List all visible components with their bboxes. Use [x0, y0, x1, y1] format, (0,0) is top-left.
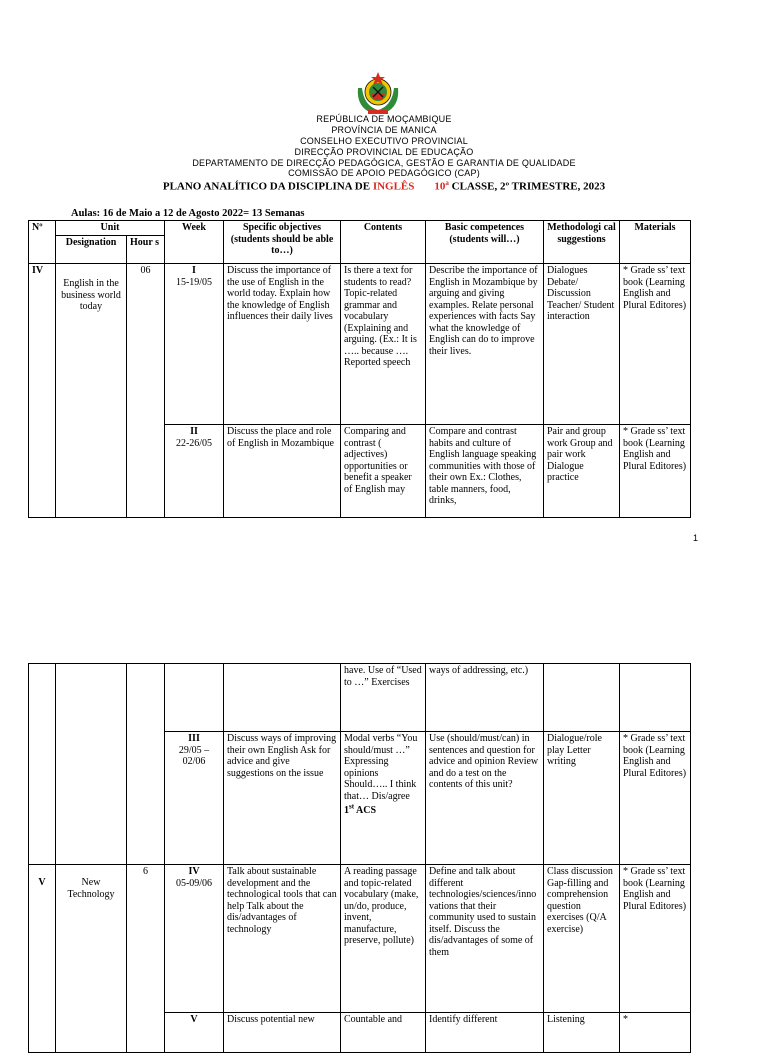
title-prefix: PLANO ANALÍTICO DA DISCIPLINA DE — [162, 180, 373, 193]
objectives-cell: Discuss ways of improving their own English Ask for advice and give suggestions on the issue — [224, 732, 341, 865]
table-row — [29, 865, 691, 1013]
header-line-department: DEPARTAMENTO DE DIRECÇÃO PEDAGÓGICA, GESTÃO E GARANTIA DE QUALIDADE — [192, 158, 576, 168]
empty-cell — [127, 664, 165, 865]
col-header-methodological: Methodologi cal suggestions — [544, 221, 620, 264]
objectives-cell: Talk about sustainable development and the technological tools that can help Talk about the dis/advantages of technology — [224, 865, 341, 1013]
week-cell — [165, 1013, 224, 1053]
week-dates: 29/05 – 02/06 — [178, 744, 210, 767]
objectives-cell: Discuss potential new — [224, 1013, 341, 1053]
unit-hours: 06 — [127, 264, 165, 518]
acs-label — [344, 805, 376, 816]
contents-cell — [341, 732, 426, 865]
empty-cell — [224, 664, 341, 732]
week-cell — [165, 865, 224, 1013]
materials-cell: * Grade ss’ text book (Learning English and Plural Editores) — [620, 264, 691, 425]
methodology-cell: Dialogues Debate/ Discussion Teacher/ Student interaction — [544, 264, 620, 425]
unit-hours: 6 — [127, 865, 165, 1053]
week-number: II — [190, 426, 198, 437]
contents-cell: A reading passage and topic-related vocabulary (make, un/do, produce, invent, manufacture, preserve, pollute) — [341, 865, 426, 1013]
materials-cell: * Grade ss’ text book (Learning English and Plural Editores) — [620, 865, 691, 1013]
syllabus-table-page2 — [28, 663, 691, 1053]
materials-cell: * — [620, 1013, 691, 1053]
week-cell — [165, 425, 224, 518]
header-line-council: CONSELHO EXECUTIVO PROVINCIAL — [300, 136, 468, 146]
week-cell — [165, 732, 224, 865]
col-header-no: Nº — [29, 221, 56, 264]
materials-cell: * Grade ss’ text book (Learning English and Plural Editores) — [620, 425, 691, 518]
contents-text: Modal verbs “You should/must …” Expressing opinions Should….. I think that… Dis/agree — [344, 733, 418, 802]
week-number: V — [190, 1014, 198, 1025]
table-row — [29, 664, 691, 732]
col-header-materials: Materials — [620, 221, 691, 264]
contents-cell: Is there a text for students to read? Topic-related grammar and vocabulary (Explaining and arguing. (Ex.: It is ….. because …. Reported speech — [341, 264, 426, 425]
competences-cell: Use (should/must/can) in sentences and question for advice and opinion Review and do a test on the contents of this unit? — [426, 732, 544, 865]
methodology-cell: Class discussion Gap-filling and comprehension question exercises (Q/A exercise) — [544, 865, 620, 1013]
methodology-cell: Dialogue/role play Letter writing — [544, 732, 620, 865]
coat-of-arms-emblem — [354, 70, 402, 116]
header-line-commission: COMISSÃO DE APOIO PEDAGÓGICO (CAP) — [288, 168, 480, 178]
col-header-objectives: Specific objectives (students should be able to…) — [224, 221, 341, 264]
week-number: I — [192, 265, 196, 276]
col-header-contents: Contents — [341, 221, 426, 264]
col-header-hours: Hour s — [127, 236, 165, 264]
empty-cell — [165, 664, 224, 732]
competences-cell: Compare and contrast habits and culture of English language speaking communities with those of their own Ex.: Clothes, table manners, food, drinks, — [426, 425, 544, 518]
contents-cell: Countable and — [341, 1013, 426, 1053]
title-subject: INGLÊS — [372, 180, 415, 193]
week-dates: 22-26/05 — [175, 437, 213, 449]
unit-number: V — [29, 865, 56, 1053]
title-class-number: 10 — [434, 180, 446, 193]
lessons-period: Aulas: 16 de Maio a 12 de Agosto 2022= 13 Semanas — [71, 208, 305, 219]
week-dates: 15-19/05 — [175, 276, 213, 288]
unit-designation: English in the business world today — [56, 264, 127, 518]
acs-suffix: ACS — [354, 805, 377, 817]
objectives-cell: Discuss the place and role of English in Mozambique — [224, 425, 341, 518]
materials-cell: * Grade ss’ text book (Learning English and Plural Editores) — [620, 732, 691, 865]
methodology-cell: Pair and group work Group and pair work Dialogue practice — [544, 425, 620, 518]
methodology-cell: Listening — [544, 1013, 620, 1053]
col-header-unit: Unit — [56, 221, 165, 236]
empty-cell — [29, 664, 56, 865]
competences-cell: ways of addressing, etc.) — [426, 664, 544, 732]
col-header-week: Week — [165, 221, 224, 264]
week-dates: 05-09/06 — [175, 877, 213, 889]
week-number: III — [188, 733, 200, 744]
table-row — [29, 264, 691, 425]
col-header-designation: Designation — [56, 236, 127, 264]
empty-cell — [620, 664, 691, 732]
empty-cell — [56, 664, 127, 865]
header-line-province: PROVÍNCIA DE MANICA — [331, 125, 437, 135]
competences-cell: Identify different — [426, 1013, 544, 1053]
competences-cell: Define and talk about different technologies/sciences/innovations that their community used to sustain itself. Discuss the dis/advantages of some of them — [426, 865, 544, 1013]
week-cell — [165, 264, 224, 425]
unit-designation: New Technology — [56, 865, 127, 1053]
acs-number: 1 — [344, 805, 349, 817]
week-number: IV — [188, 866, 200, 877]
competences-cell: Describe the importance of English in Mozambique by arguing and giving examples. Relate personal experiences with facts Say what the knowledge of English can do to improve their lives. — [426, 264, 544, 425]
acs-superscript: st — [349, 803, 355, 811]
contents-cell: Comparing and contrast ( adjectives) opportunities or benefit a speaker of English may — [341, 425, 426, 518]
objectives-cell: Discuss the importance of the use of English in the world today. Explain how the knowledge of English influences their daily lives — [224, 264, 341, 425]
contents-cell: have. Use of “Used to …” Exercises — [341, 664, 426, 732]
col-header-competences: Basic competences (students will…) — [426, 221, 544, 264]
title-class-superscript: a — [445, 179, 449, 187]
unit-number: IV — [29, 264, 56, 518]
syllabus-table-page1 — [28, 220, 691, 518]
document-title — [0, 179, 768, 193]
empty-cell — [544, 664, 620, 732]
page-number: 1 — [693, 533, 699, 543]
header-line-country: REPÚBLICA DE MOÇAMBIQUE — [316, 114, 452, 124]
title-suffix: CLASSE, 2º TRIMESTRE, 2023 — [448, 180, 606, 193]
header-line-directorate: DIRECÇÃO PROVINCIAL DE EDUCAÇÃO — [294, 147, 474, 157]
